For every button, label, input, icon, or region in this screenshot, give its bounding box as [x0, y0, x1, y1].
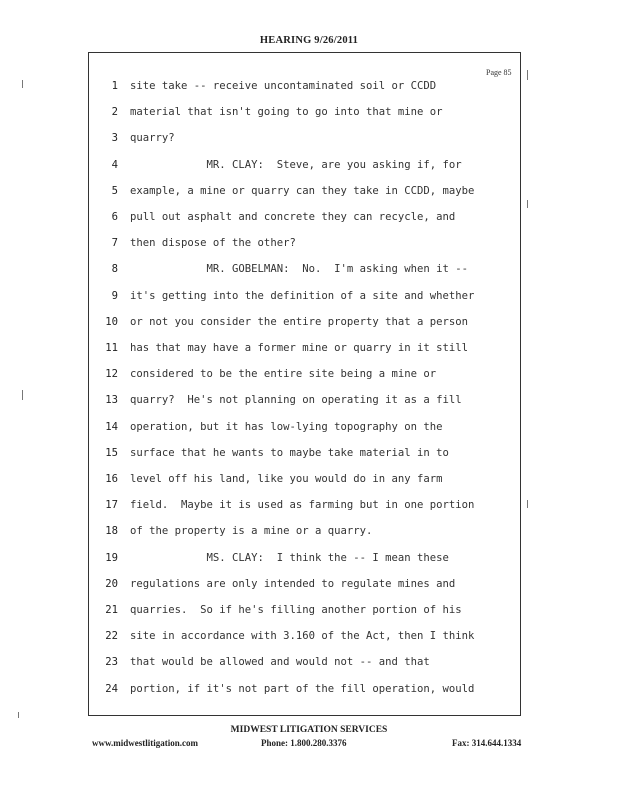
line-text: quarries. So if he's filling another portion of his	[130, 604, 462, 616]
scan-artifact-mark	[22, 390, 23, 400]
line-text: portion, if it's not part of the fill operation, would	[130, 682, 475, 695]
line-number: 1	[111, 80, 118, 92]
line-text: has that may have a former mine or quarry in it still	[130, 342, 469, 354]
page-number-label: Page 85	[486, 68, 512, 77]
line-number: 18	[105, 525, 118, 538]
line-number: 10	[105, 315, 118, 328]
transcript-line	[96, 574, 455, 594]
line-number: 21	[105, 604, 118, 616]
line-text: field. Maybe it is used as farming but in one portion	[130, 499, 475, 512]
line-text: quarry?	[130, 132, 175, 145]
transcript-line	[96, 207, 455, 227]
line-text: example, a mine or quarry can they take in CCDD, maybe	[130, 184, 475, 197]
line-text: or not you consider the entire property that a person	[130, 315, 469, 328]
line-text: MR. GOBELMAN: No. I'm asking when it --	[130, 263, 469, 276]
transcript-line	[96, 155, 462, 175]
transcript-line	[96, 679, 474, 699]
line-number: 20	[105, 577, 118, 590]
transcript-line	[96, 600, 462, 620]
line-text: that would be allowed and would not -- and that	[130, 656, 430, 669]
line-text: level off his land, like you would do in any farm	[130, 473, 443, 485]
transcript-line	[96, 390, 462, 410]
transcript-line	[96, 495, 474, 515]
line-text: site in accordance with 3.160 of the Act, then I think	[130, 630, 475, 643]
line-text: surface that he wants to maybe take material in to	[130, 446, 449, 459]
transcript-line	[96, 626, 474, 646]
line-number: 13	[105, 394, 118, 407]
line-number: 3	[111, 132, 118, 145]
transcript-line	[96, 312, 468, 332]
line-number: 9	[111, 289, 118, 302]
line-number: 11	[105, 342, 118, 354]
transcript-line	[96, 338, 468, 358]
scan-artifact-mark	[22, 80, 23, 88]
line-number: 23	[105, 656, 118, 669]
line-text: of the property is a mine or a quarry.	[130, 525, 373, 538]
footer-contact-row	[0, 738, 618, 752]
line-text: MS. CLAY: I think the -- I mean these	[130, 551, 449, 564]
scan-artifact-mark	[18, 712, 19, 718]
line-text: regulations are only intended to regulate mines and	[130, 577, 456, 590]
line-number: 14	[105, 420, 118, 433]
line-number: 17	[105, 499, 118, 512]
transcript-line	[96, 521, 372, 541]
line-text: MR. CLAY: Steve, are you asking if, for	[130, 158, 462, 171]
line-number: 5	[111, 184, 118, 197]
line-number: 8	[111, 263, 118, 276]
line-number: 12	[105, 368, 118, 381]
line-text: material that isn't going to go into that mine or	[130, 106, 443, 119]
scan-artifact-mark	[527, 500, 528, 508]
transcript-line	[96, 128, 175, 148]
line-number: 15	[105, 446, 118, 459]
footer-phone: Phone: 1.800.280.3376	[261, 738, 347, 748]
transcript-line	[96, 417, 443, 437]
line-number: 4	[111, 158, 118, 171]
line-number: 6	[111, 211, 118, 223]
line-number: 16	[105, 473, 118, 485]
scan-artifact-mark	[527, 200, 528, 208]
scan-artifact-mark	[527, 70, 528, 80]
transcript-line	[96, 76, 436, 96]
transcript-line	[96, 286, 474, 306]
transcript-line	[96, 102, 443, 122]
transcript-line	[96, 233, 296, 253]
transcript-line	[96, 181, 474, 201]
line-text: site take -- receive uncontaminated soil or CCDD	[130, 80, 437, 92]
footer-fax: Fax: 314.644.1334	[452, 738, 522, 748]
transcript-line	[96, 364, 436, 384]
line-number: 24	[105, 682, 118, 695]
line-text: operation, but it has low-lying topography on the	[130, 420, 443, 433]
transcript-line	[96, 443, 449, 463]
line-number: 22	[105, 630, 118, 643]
transcript-line	[96, 469, 443, 489]
transcript-line	[96, 652, 430, 672]
transcript-line	[96, 259, 468, 279]
line-text: it's getting into the definition of a site and whether	[130, 289, 475, 302]
line-number: 2	[111, 106, 118, 119]
line-text: then dispose of the other?	[130, 237, 296, 250]
line-text: considered to be the entire site being a mine or	[130, 368, 437, 381]
document-header-title: HEARING 9/26/2011	[259, 35, 359, 46]
line-number: 7	[111, 237, 118, 250]
line-number: 19	[105, 551, 118, 564]
line-text: quarry? He's not planning on operating it as a fill	[130, 394, 462, 407]
footer-company-name: MIDWEST LITIGATION SERVICES	[230, 725, 388, 735]
transcript-line	[96, 548, 449, 568]
footer-website: www.midwestlitigation.com	[92, 738, 198, 748]
line-text: pull out asphalt and concrete they can recycle, and	[130, 211, 456, 223]
